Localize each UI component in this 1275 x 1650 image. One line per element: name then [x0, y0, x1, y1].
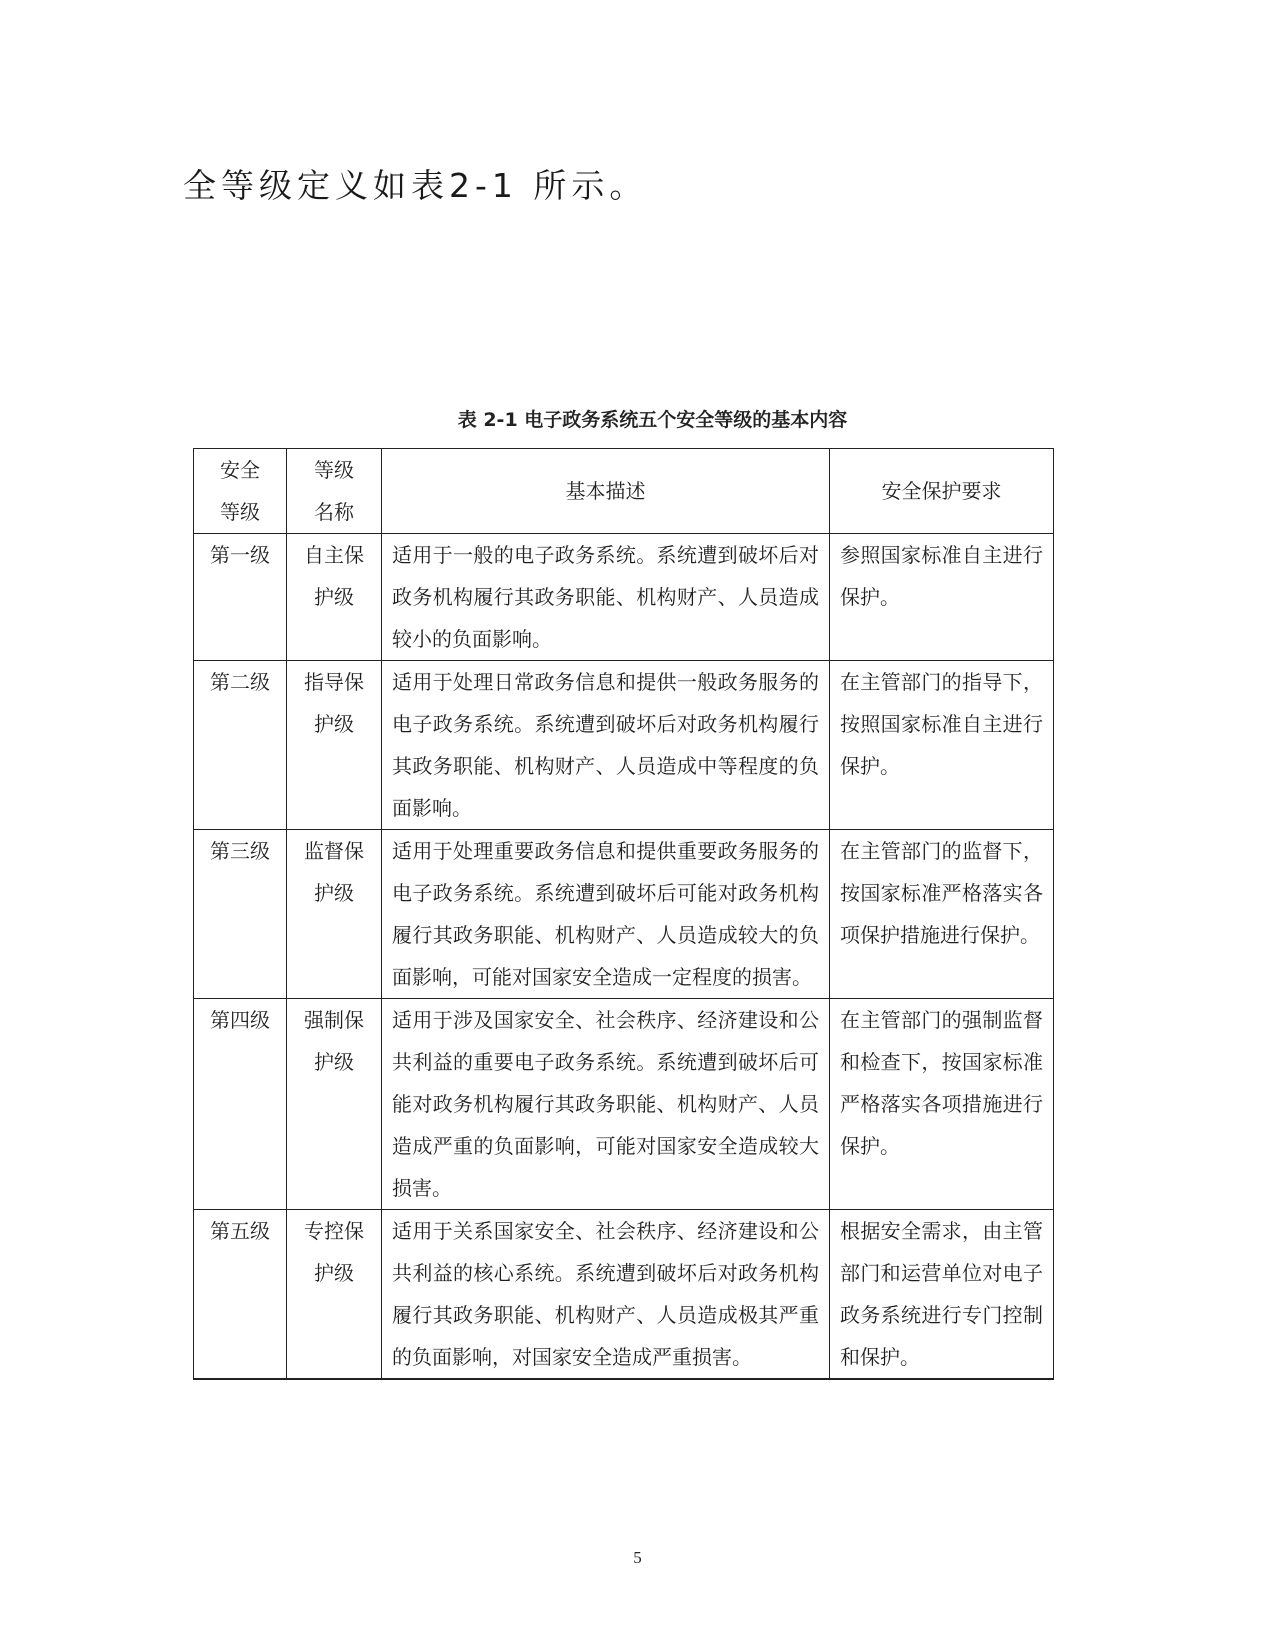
row-level: 第五级: [194, 1210, 287, 1380]
row-level: 第二级: [194, 661, 287, 830]
row-requirement: 根据安全需求，由主管部门和运营单位对电子政务系统进行专门控制和保护。: [830, 1210, 1054, 1380]
row-description: 适用于涉及国家安全、社会秩序、经济建设和公共利益的重要电子政务系统。系统遭到破坏后可能对政务机构履行其政务职能、机构财产、人员造成严重的负面影响，可能对国家安全造成较大损害。: [382, 999, 830, 1210]
row-requirement: 在主管部门的监督下，按国家标准严格落实各项保护措施进行保护。: [830, 830, 1054, 999]
header-description: 基本描述: [382, 449, 830, 534]
row-description: 适用于关系国家安全、社会秩序、经济建设和公共利益的核心系统。系统遭到破坏后对政务机构履行其政务职能、机构财产、人员造成极其严重的负面影响，对国家安全造成严重损害。: [382, 1210, 830, 1380]
table-row: [194, 830, 1054, 999]
row-requirement: 在主管部门的指导下，按照国家标准自主进行保护。: [830, 661, 1054, 830]
table-row: [194, 534, 1054, 661]
header-protection-requirement: 安全保护要求: [830, 449, 1054, 534]
row-name: 强制保护级: [287, 999, 382, 1210]
row-level: 第一级: [194, 534, 287, 661]
table-row: [194, 999, 1054, 1210]
header-level-name-line1: 等级: [314, 458, 354, 482]
row-requirement: 在主管部门的强制监督和检查下，按国家标准严格落实各项措施进行保护。: [830, 999, 1054, 1210]
header-security-level: [194, 449, 287, 534]
row-name: 自主保护级: [287, 534, 382, 661]
table-row: [194, 1210, 1054, 1380]
row-description: 适用于处理日常政务信息和提供一般政务服务的电子政务系统。系统遭到破坏后对政务机构履行其政务职能、机构财产、人员造成中等程度的负面影响。: [382, 661, 830, 830]
header-security-level-line1: 安全: [220, 458, 260, 482]
security-levels-table: [193, 448, 1054, 1380]
row-level: 第四级: [194, 999, 287, 1210]
header-level-name: [287, 449, 382, 534]
table-header-row: [194, 449, 1054, 534]
row-description: 适用于处理重要政务信息和提供重要政务服务的电子政务系统。系统遭到破坏后可能对政务机构履行其政务职能、机构财产、人员造成较大的负面影响，可能对国家安全造成一定程度的损害。: [382, 830, 830, 999]
page-number: 5: [633, 1548, 642, 1567]
row-level: 第三级: [194, 830, 287, 999]
header-level-name-line2: 名称: [314, 500, 354, 524]
intro-paragraph: 全等级定义如表2-1 所示。: [183, 166, 648, 205]
table-row: [194, 661, 1054, 830]
row-description: 适用于一般的电子政务系统。系统遭到破坏后对政务机构履行其政务职能、机构财产、人员造成较小的负面影响。: [382, 534, 830, 661]
row-name: 专控保护级: [287, 1210, 382, 1380]
table-caption: 表 2-1 电子政务系统五个安全等级的基本内容: [457, 409, 848, 431]
row-name: 指导保护级: [287, 661, 382, 830]
row-name: 监督保护级: [287, 830, 382, 999]
header-security-level-line2: 等级: [220, 500, 260, 524]
row-requirement: 参照国家标准自主进行保护。: [830, 534, 1054, 661]
